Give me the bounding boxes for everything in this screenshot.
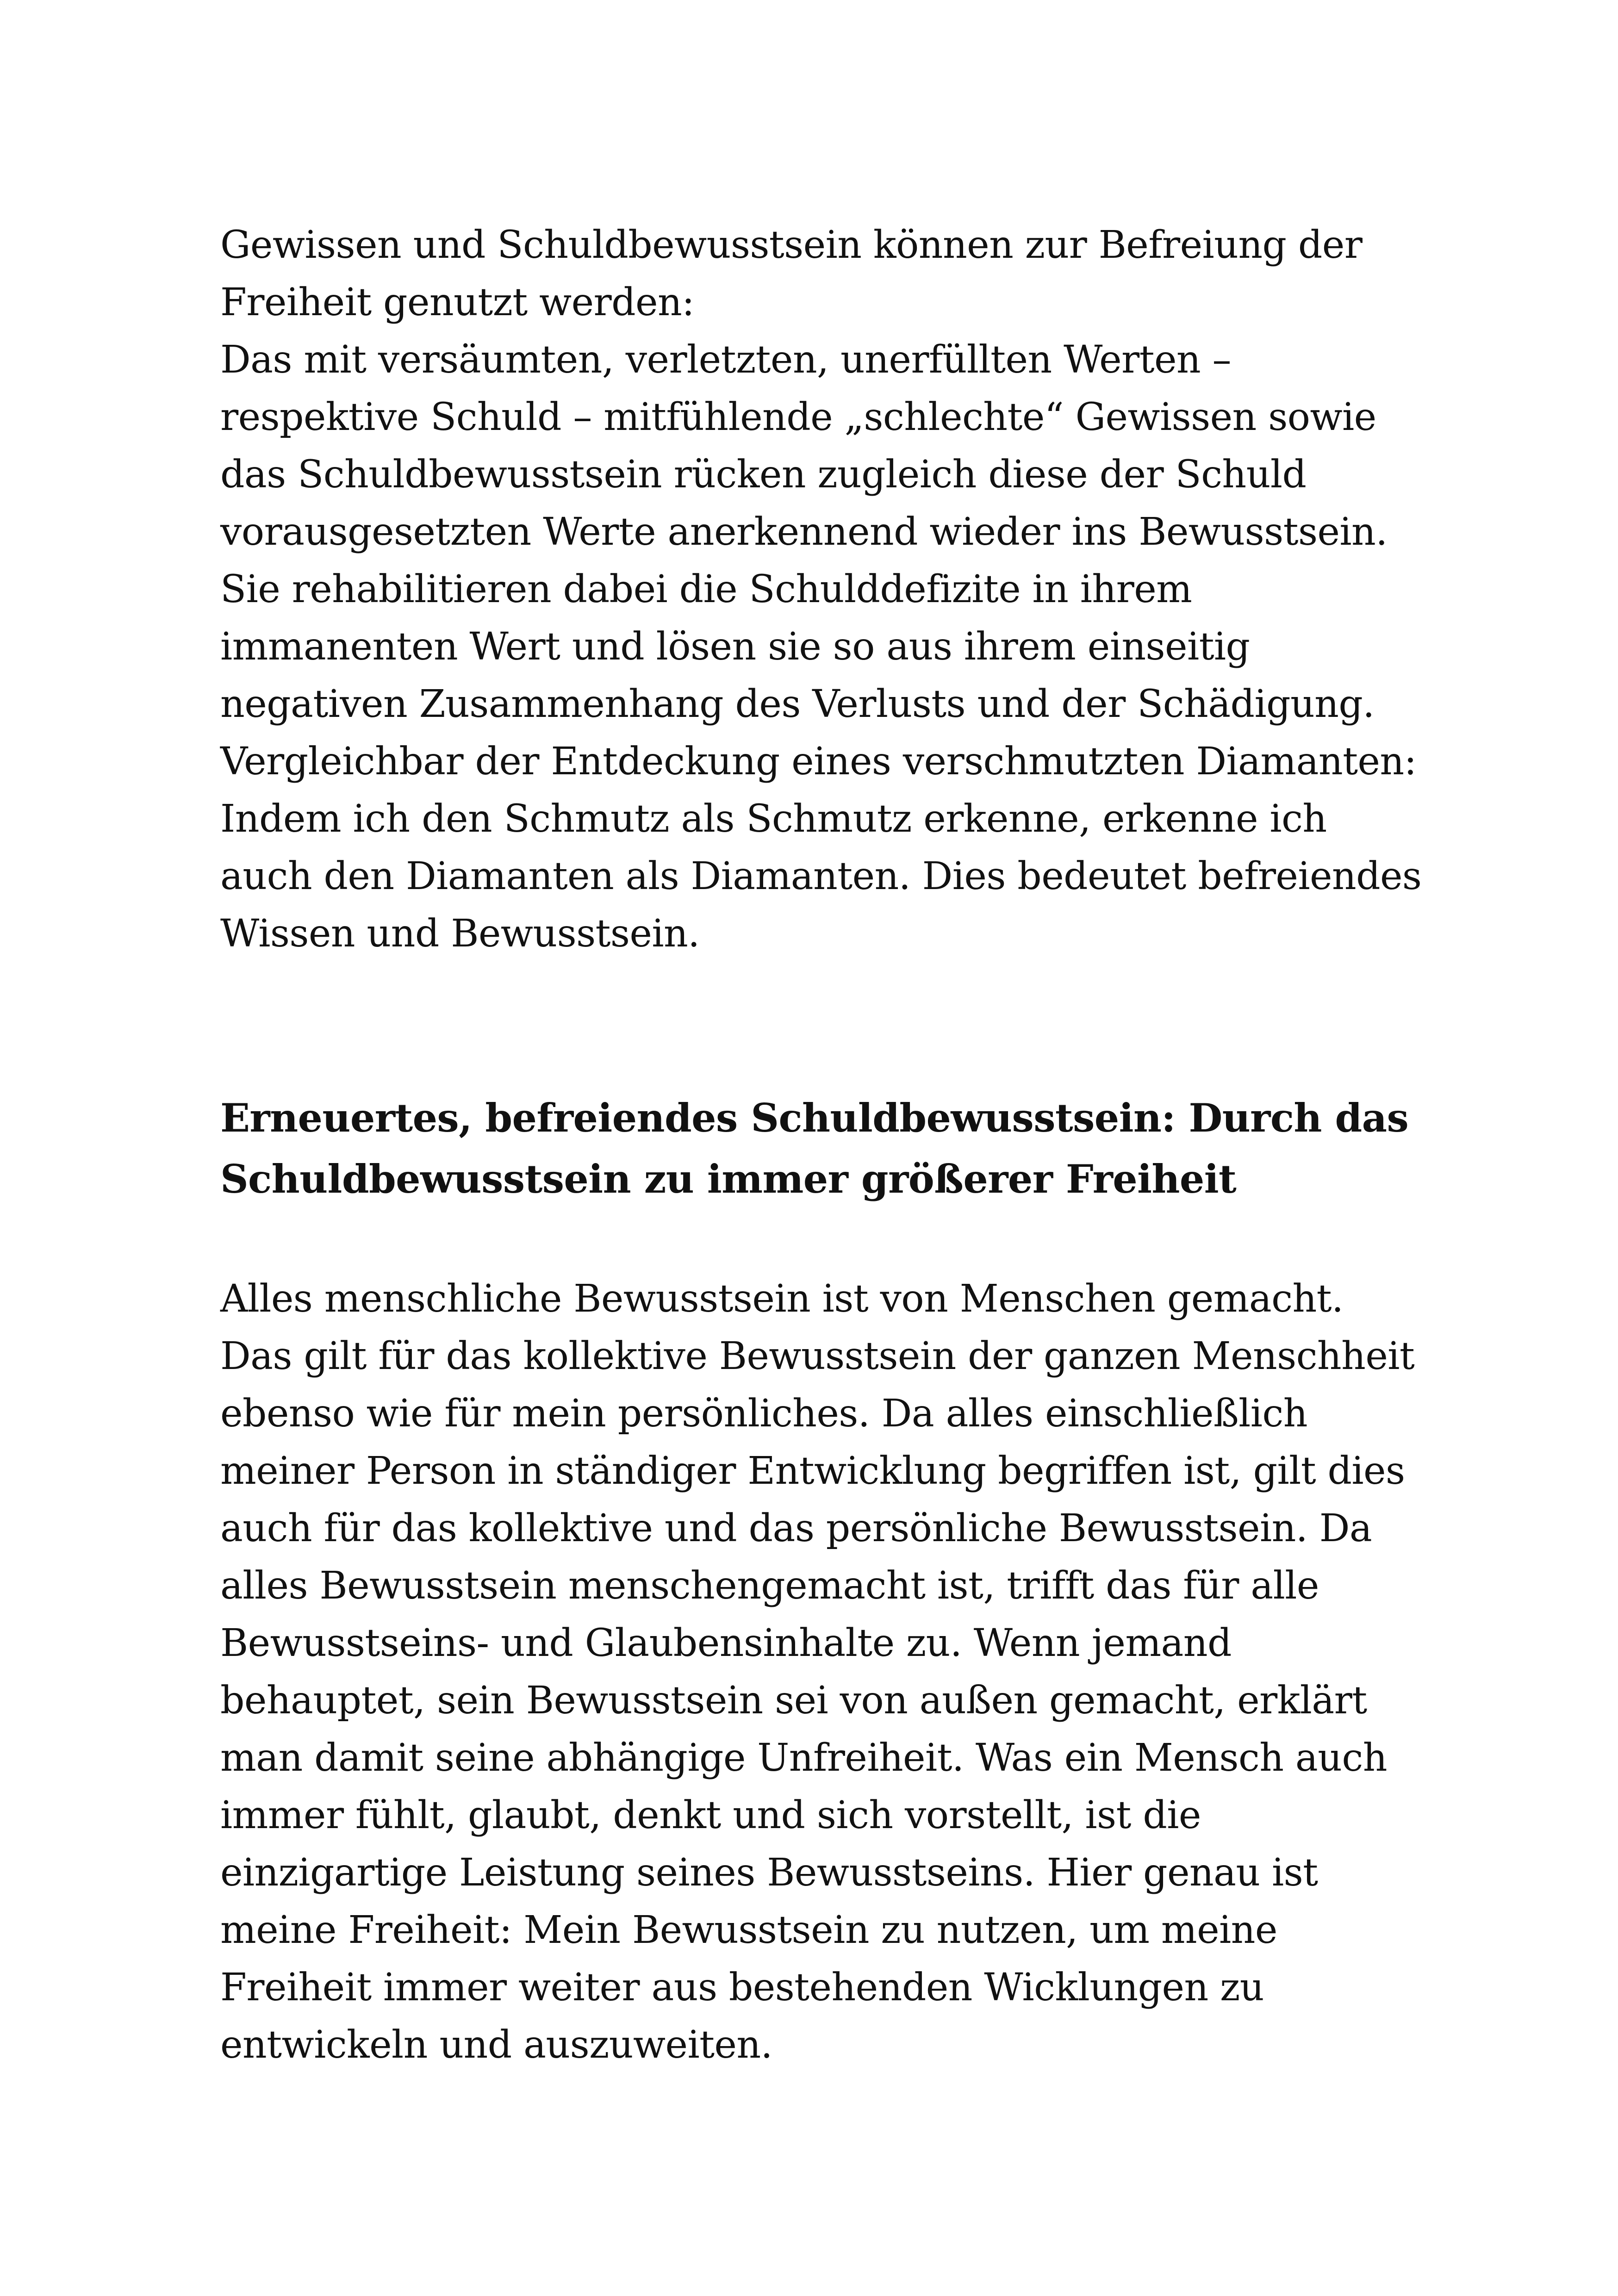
text-line: ebenso wie für mein persönliches. Da alles einschließlich xyxy=(220,1392,1307,1436)
paragraph-human-consciousness xyxy=(220,1270,1424,2074)
paragraph-guilt-conscience xyxy=(220,217,1424,963)
text-line: Wissen und Bewusstsein. xyxy=(220,912,700,956)
text-line: vorausgesetzten Werte anerkennend wieder ins Bewusstsein. xyxy=(220,510,1388,554)
section-heading xyxy=(220,1088,1424,1210)
text-line: behauptet, sein Bewusstsein sei von außen gemacht, erklärt xyxy=(220,1679,1367,1723)
heading-line: Schuldbewusstsein zu immer größerer Freiheit xyxy=(220,1156,1237,1202)
text-line: Sie rehabilitieren dabei die Schulddefizite in ihrem xyxy=(220,567,1192,611)
text-line: immanenten Wert und lösen sie so aus ihrem einseitig xyxy=(220,625,1250,669)
text-line: Freiheit genutzt werden: xyxy=(220,280,695,324)
text-line: Indem ich den Schmutz als Schmutz erkenne, erkenne ich xyxy=(220,797,1327,841)
text-line: negativen Zusammenhang des Verlusts und der Schädigung. xyxy=(220,682,1375,726)
text-line: einzigartige Leistung seines Bewusstseins. Hier genau ist xyxy=(220,1851,1318,1895)
text-line: Das gilt für das kollektive Bewusstsein der ganzen Menschheit xyxy=(220,1334,1415,1378)
text-line: das Schuldbewusstsein rücken zugleich diese der Schuld xyxy=(220,453,1307,497)
text-line: respektive Schuld – mitfühlende „schlechte“ Gewissen sowie xyxy=(220,395,1376,439)
text-line: auch für das kollektive und das persönliche Bewusstsein. Da xyxy=(220,1506,1372,1550)
text-line: Alles menschliche Bewusstsein ist von Menschen gemacht. xyxy=(220,1277,1344,1321)
text-line: man damit seine abhängige Unfreiheit. Was ein Mensch auch xyxy=(220,1736,1387,1780)
text-line: Gewissen und Schuldbewusstsein können zur Befreiung der xyxy=(220,223,1363,267)
text-line: meine Freiheit: Mein Bewusstsein zu nutzen, um meine xyxy=(220,1908,1277,1952)
text-line: Das mit versäumten, verletzten, unerfüllten Werten – xyxy=(220,338,1231,382)
text-line: alles Bewusstsein menschengemacht ist, trifft das für alle xyxy=(220,1564,1319,1608)
text-line: meiner Person in ständiger Entwicklung begriffen ist, gilt dies xyxy=(220,1449,1405,1493)
heading-line: Erneuertes, befreiendes Schuldbewusstsein: Durch das xyxy=(220,1095,1409,1141)
text-line: Vergleichbar der Entdeckung eines verschmutzten Diamanten: xyxy=(220,740,1417,784)
text-line: Freiheit immer weiter aus bestehenden Wicklungen zu xyxy=(220,1966,1264,2010)
text-line: Bewusstseins- und Glaubensinhalte zu. Wenn jemand xyxy=(220,1621,1232,1665)
text-line: auch den Diamanten als Diamanten. Dies bedeutet befreiendes xyxy=(220,854,1422,898)
text-line: entwickeln und auszuweiten. xyxy=(220,2023,773,2067)
text-line: immer fühlt, glaubt, denkt und sich vorstellt, ist die xyxy=(220,1793,1201,1837)
